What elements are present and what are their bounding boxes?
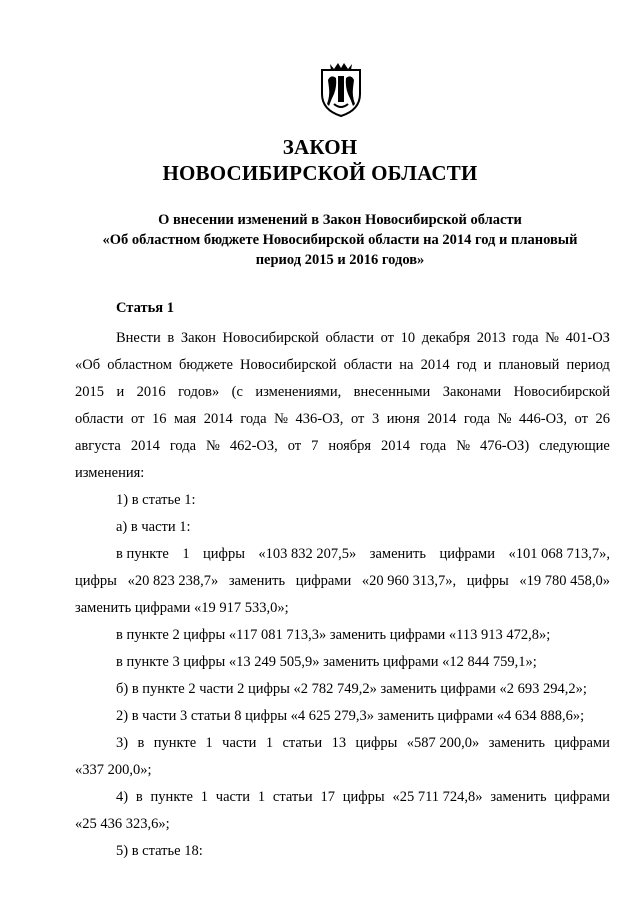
word: 1 <box>205 735 213 751</box>
word: области <box>343 357 393 373</box>
subtitle-line: О внесении изменений в Закон Новосибирской области <box>158 212 522 228</box>
word: заменить <box>228 573 286 589</box>
word: статьи <box>272 789 313 805</box>
word: цифры <box>342 789 385 805</box>
body-line: «337 200,0»; <box>75 762 152 778</box>
word: мая <box>174 411 197 427</box>
body-line <box>75 571 610 591</box>
word: 401-ОЗ <box>565 330 610 346</box>
word: плановый <box>498 357 560 373</box>
list-item: в пункте 3 цифры «13 249 505,9» заменить цифрами «12 844 759,1»; <box>116 654 537 670</box>
word: 2014 <box>130 438 160 454</box>
list-item: 1) в статье 1: <box>116 492 196 508</box>
list-item: а) в части 1: <box>116 519 191 535</box>
word: от <box>350 411 365 427</box>
word: бюджете <box>179 357 233 373</box>
word: Новосибирской <box>222 330 319 346</box>
word: Новосибирской <box>240 357 337 373</box>
word: 2016 <box>136 384 166 400</box>
word: цифрами <box>554 735 610 751</box>
word: № <box>456 438 471 454</box>
word: период <box>566 357 610 373</box>
word: 1 <box>257 789 266 805</box>
subtitle-line: «Об областном бюджете Новосибирской области на 2014 год и плановый <box>102 232 578 248</box>
word: заменить <box>490 789 547 805</box>
word: 2014 <box>203 411 233 427</box>
body-line <box>75 355 610 375</box>
word: 3) <box>116 735 129 751</box>
body-line: «25 436 323,6»; <box>75 816 170 832</box>
word: № <box>274 411 288 427</box>
word: «101 068 713,7», <box>508 546 610 562</box>
word: части <box>215 789 251 805</box>
word: 2013 <box>476 330 506 346</box>
word: заменить <box>488 735 545 751</box>
word: и <box>116 384 125 400</box>
word: ноября <box>328 438 372 454</box>
word: год <box>456 357 477 373</box>
word: 17 <box>320 789 335 805</box>
word: цифрами <box>439 546 495 562</box>
word: пункте <box>153 735 197 751</box>
word: 2014 <box>427 411 457 427</box>
word: цифры <box>75 573 117 589</box>
word: Законами <box>442 384 502 400</box>
word: 476-ОЗ) <box>480 438 530 454</box>
word: года <box>240 411 267 427</box>
word: 7 <box>311 438 319 454</box>
word: 26 <box>595 411 610 427</box>
word: Новосибирской <box>513 384 610 400</box>
article-heading: Статья 1 <box>116 300 174 316</box>
word: (с <box>231 384 243 400</box>
word: 446-ОЗ, <box>519 411 567 427</box>
word: от <box>287 438 302 454</box>
word: «Об <box>75 357 101 373</box>
word: 4) <box>116 789 129 805</box>
word: цифры <box>466 573 509 589</box>
body-line <box>116 544 610 564</box>
word: года <box>463 411 491 427</box>
body-line: заменить цифрами «19 917 533,0»; <box>75 600 289 616</box>
word: области <box>75 411 124 427</box>
word: «20 823 238,7» <box>127 573 219 589</box>
coat-of-arms-emblem <box>316 60 366 118</box>
word: в <box>135 789 143 805</box>
word: 2015 <box>75 384 104 400</box>
word: изменениями, <box>255 384 342 400</box>
word: «25 711 724,8» <box>392 789 483 805</box>
word: областном <box>107 357 172 373</box>
word: в пункте <box>116 546 169 562</box>
word: и <box>483 357 492 373</box>
word: пункте <box>150 789 193 805</box>
body-line <box>116 328 610 348</box>
body-line <box>116 733 610 753</box>
word: на <box>399 357 414 373</box>
word: от <box>380 330 395 346</box>
word: августа <box>75 438 121 454</box>
word: Внести <box>116 330 161 346</box>
word: Закон <box>180 330 216 346</box>
word: цифры <box>355 735 398 751</box>
word: заменить <box>369 546 426 562</box>
body-line: изменения: <box>75 465 145 481</box>
body-line <box>75 436 610 456</box>
word: в <box>167 330 175 346</box>
word: цифрами <box>295 573 352 589</box>
word: от <box>574 411 588 427</box>
word: июня <box>386 411 420 427</box>
word: «587 200,0» <box>406 735 480 751</box>
word: следующие <box>539 438 610 454</box>
word: № <box>206 438 220 454</box>
list-item: в пункте 2 цифры «117 081 713,3» заменить цифрами «113 913 472,8»; <box>116 627 551 643</box>
word: 1 <box>182 546 190 562</box>
subtitle-line: период 2015 и 2016 годов» <box>255 252 425 268</box>
body-line <box>75 382 610 402</box>
word: статьи <box>282 735 323 751</box>
word: 1 <box>265 735 274 751</box>
word: № <box>545 330 560 346</box>
word: года <box>169 438 197 454</box>
word: части <box>222 735 257 751</box>
word: 16 <box>151 411 167 427</box>
law-subtitle <box>80 210 600 270</box>
document-title-line2: НОВОСИБИРСКОЙ ОБЛАСТИ <box>162 161 478 185</box>
word: от <box>131 411 145 427</box>
word: 10 <box>400 330 416 346</box>
list-item: 2) в части 3 статьи 8 цифры «4 625 279,3» заменить цифрами «4 634 888,6»; <box>116 708 585 724</box>
word: внесенными <box>353 384 431 400</box>
word: 3 <box>371 411 380 427</box>
word: 462-ОЗ, <box>229 438 278 454</box>
word: декабря <box>421 330 471 346</box>
body-line <box>75 409 610 429</box>
word: 1 <box>200 789 208 805</box>
word: года <box>419 438 447 454</box>
word: цифрами <box>554 789 610 805</box>
word: цифры <box>203 546 245 562</box>
word: в <box>137 735 145 751</box>
document-title-line1: ЗАКОН <box>282 135 358 159</box>
word: «103 832 207,5» <box>258 546 357 562</box>
word: 13 <box>331 735 347 751</box>
word: 436-ОЗ, <box>295 411 344 427</box>
list-item: 5) в статье 18: <box>116 843 203 859</box>
word: «20 960 313,7», <box>361 573 457 589</box>
word: № <box>497 411 512 427</box>
word: года <box>512 330 539 346</box>
word: 2014 <box>420 357 450 373</box>
word: годов» <box>178 384 220 400</box>
body-line <box>116 787 610 807</box>
word: «19 780 458,0» <box>519 573 610 589</box>
word: 2014 <box>381 438 411 454</box>
list-item: б) в пункте 2 части 2 цифры «2 782 749,2» заменить цифрами «2 693 294,2»; <box>116 681 587 697</box>
word: области <box>325 330 374 346</box>
